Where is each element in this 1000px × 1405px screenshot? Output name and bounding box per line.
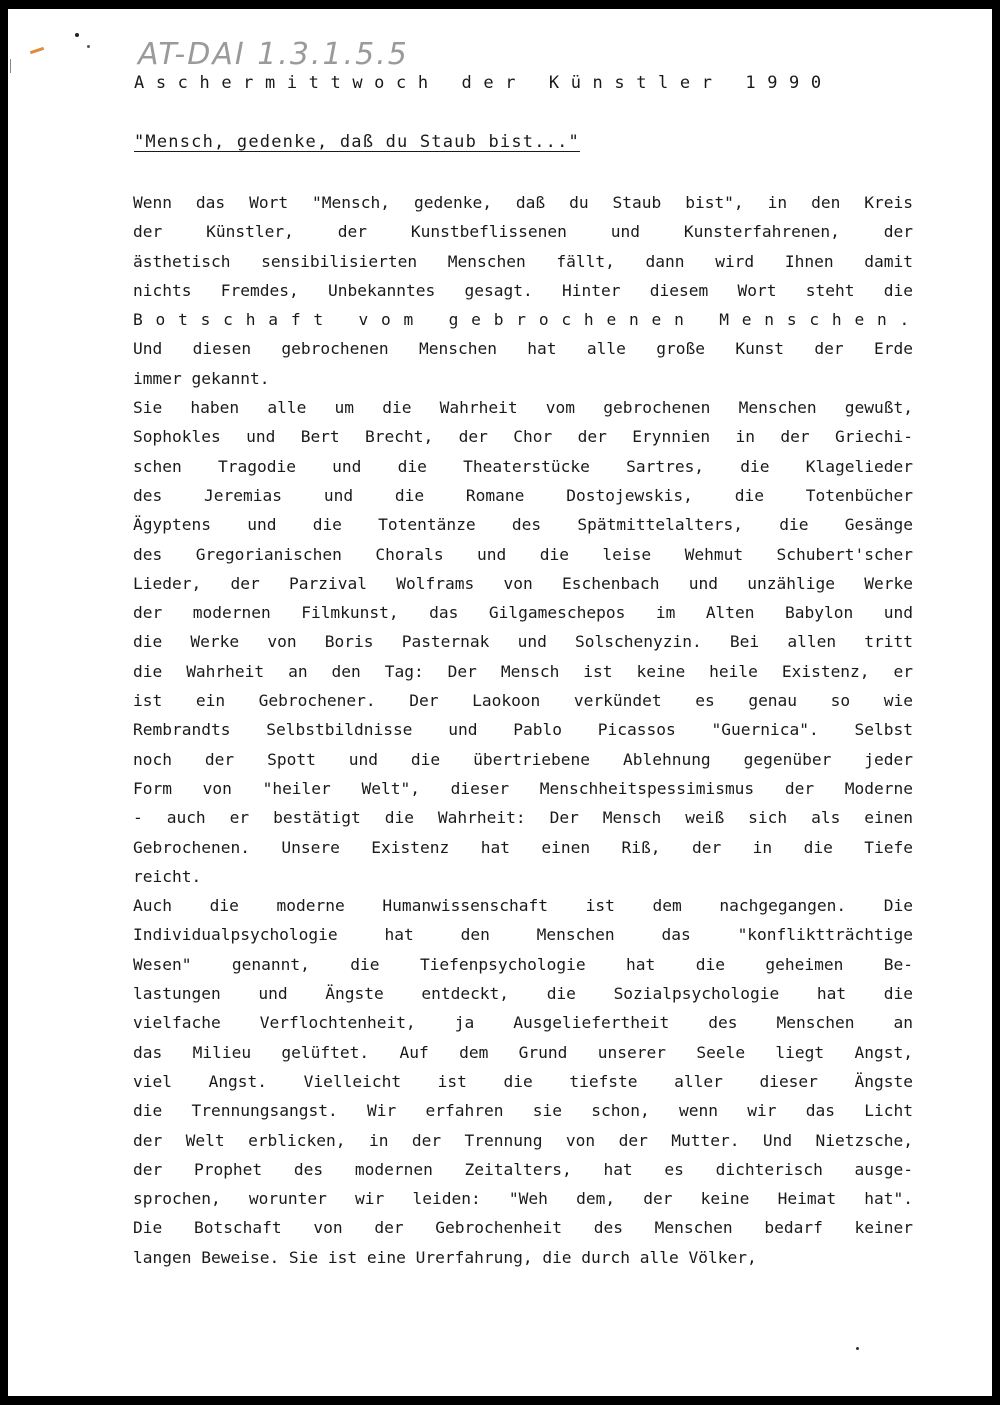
ink-dot — [856, 1347, 859, 1350]
text-line: ist ein Gebrochener. Der Laokoon verkündet es genau so wie — [133, 691, 913, 711]
text-line: die Werke von Boris Pasternak und Solschenyzin. Bei allen tritt — [133, 632, 913, 652]
text-line: viel Angst. Vielleicht ist die tiefste aller dieser Ängste — [133, 1071, 913, 1091]
text-line: Botschaft vom gebrochenen Menschen. — [133, 310, 923, 330]
text-line: nichts Fremdes, Unbekanntes gesagt. Hinter diesem Wort steht die — [133, 280, 913, 300]
text-line: Sie haben alle um die Wahrheit vom gebrochenen Menschen gewußt, — [133, 398, 913, 418]
text-line: Form von "heiler Welt", dieser Menschheitspessimismus der Moderne — [133, 778, 913, 798]
text-line: noch der Spott und die übertriebene Ablehnung gegenüber jeder — [133, 749, 913, 769]
text-line: immer gekannt. — [133, 368, 270, 388]
text-line: ästhetisch sensibilisierten Menschen fällt, dann wird Ihnen damit — [133, 251, 913, 271]
text-line: Ägyptens und die Totentänze des Spätmittelalters, die Gesänge — [133, 515, 913, 535]
text-line: der Künstler, der Kunstbeflissenen und Kunsterfahrenen, der — [133, 222, 913, 242]
text-line: Sophokles und Bert Brecht, der Chor der Erynnien in der Griechi- — [133, 427, 913, 447]
text-line: Und diesen gebrochenen Menschen hat alle große Kunst der Erde — [133, 339, 913, 359]
text-line: schen Tragodie und die Theaterstücke Sartres, die Klagelieder — [133, 456, 913, 476]
ink-dot — [87, 45, 90, 48]
ink-dot — [75, 33, 79, 37]
text-line: Auch die moderne Humanwissenschaft ist dem nachgegangen. Die — [133, 896, 913, 916]
document-heading: Aschermittwoch der Künstler 1990 — [134, 73, 833, 93]
text-line: Rembrandts Selbstbildnisse und Pablo Picassos "Guernica". Selbst — [133, 720, 913, 740]
text-line: die Trennungsangst. Wir erfahren sie schon, wenn wir das Licht — [133, 1101, 913, 1121]
text-line: die Wahrheit an den Tag: Der Mensch ist keine heile Existenz, er — [133, 661, 913, 681]
text-line: Die Botschaft von der Gebrochenheit des Menschen bedarf keiner — [133, 1218, 913, 1238]
document-body — [133, 188, 923, 1272]
text-line: des Jeremias und die Romane Dostojewskis, die Totenbücher — [133, 485, 913, 505]
text-line: vielfache Verflochtenheit, ja Ausgeliefertheit des Menschen an — [133, 1013, 913, 1033]
text-line: Gebrochenen. Unsere Existenz hat einen Riß, der in die Tiefe — [133, 837, 913, 857]
text-line: langen Beweise. Sie ist eine Urerfahrung, die durch alle Völker, — [133, 1247, 757, 1267]
text-line: lastungen und Ängste entdeckt, die Sozialpsychologie hat die — [133, 984, 913, 1004]
document-page — [8, 9, 992, 1396]
archive-reference: AT-DAI 1.3.1.5.5 — [138, 37, 409, 72]
document-subtitle: "Mensch, gedenke, daß du Staub bist..." — [134, 132, 580, 152]
text-line: sprochen, worunter wir leiden: "Weh dem, der keine Heimat hat". — [133, 1189, 913, 1209]
text-line: der Welt erblicken, in der Trennung von der Mutter. Und Nietzsche, — [133, 1130, 913, 1150]
margin-mark — [10, 59, 11, 73]
text-line: das Milieu gelüftet. Auf dem Grund unserer Seele liegt Angst, — [133, 1042, 913, 1062]
text-line: Wesen" genannt, die Tiefenpsychologie hat die geheimen Be- — [133, 954, 913, 974]
text-line: Lieder, der Parzival Wolframs von Eschenbach und unzählige Werke — [133, 573, 913, 593]
text-line: der modernen Filmkunst, das Gilgameschepos im Alten Babylon und — [133, 603, 913, 623]
text-line: der Prophet des modernen Zeitalters, hat es dichterisch ausge- — [133, 1159, 913, 1179]
text-line: reicht. — [133, 866, 202, 886]
text-line: des Gregorianischen Chorals und die leise Wehmut Schubert'scher — [133, 544, 913, 564]
text-line: - auch er bestätigt die Wahrheit: Der Mensch weiß sich als einen — [133, 808, 913, 828]
text-line: Individualpsychologie hat den Menschen das "konfliktträchtige — [133, 925, 913, 945]
pen-mark — [30, 47, 44, 54]
text-line: Wenn das Wort "Mensch, gedenke, daß du Staub bist", in den Kreis — [133, 193, 913, 212]
